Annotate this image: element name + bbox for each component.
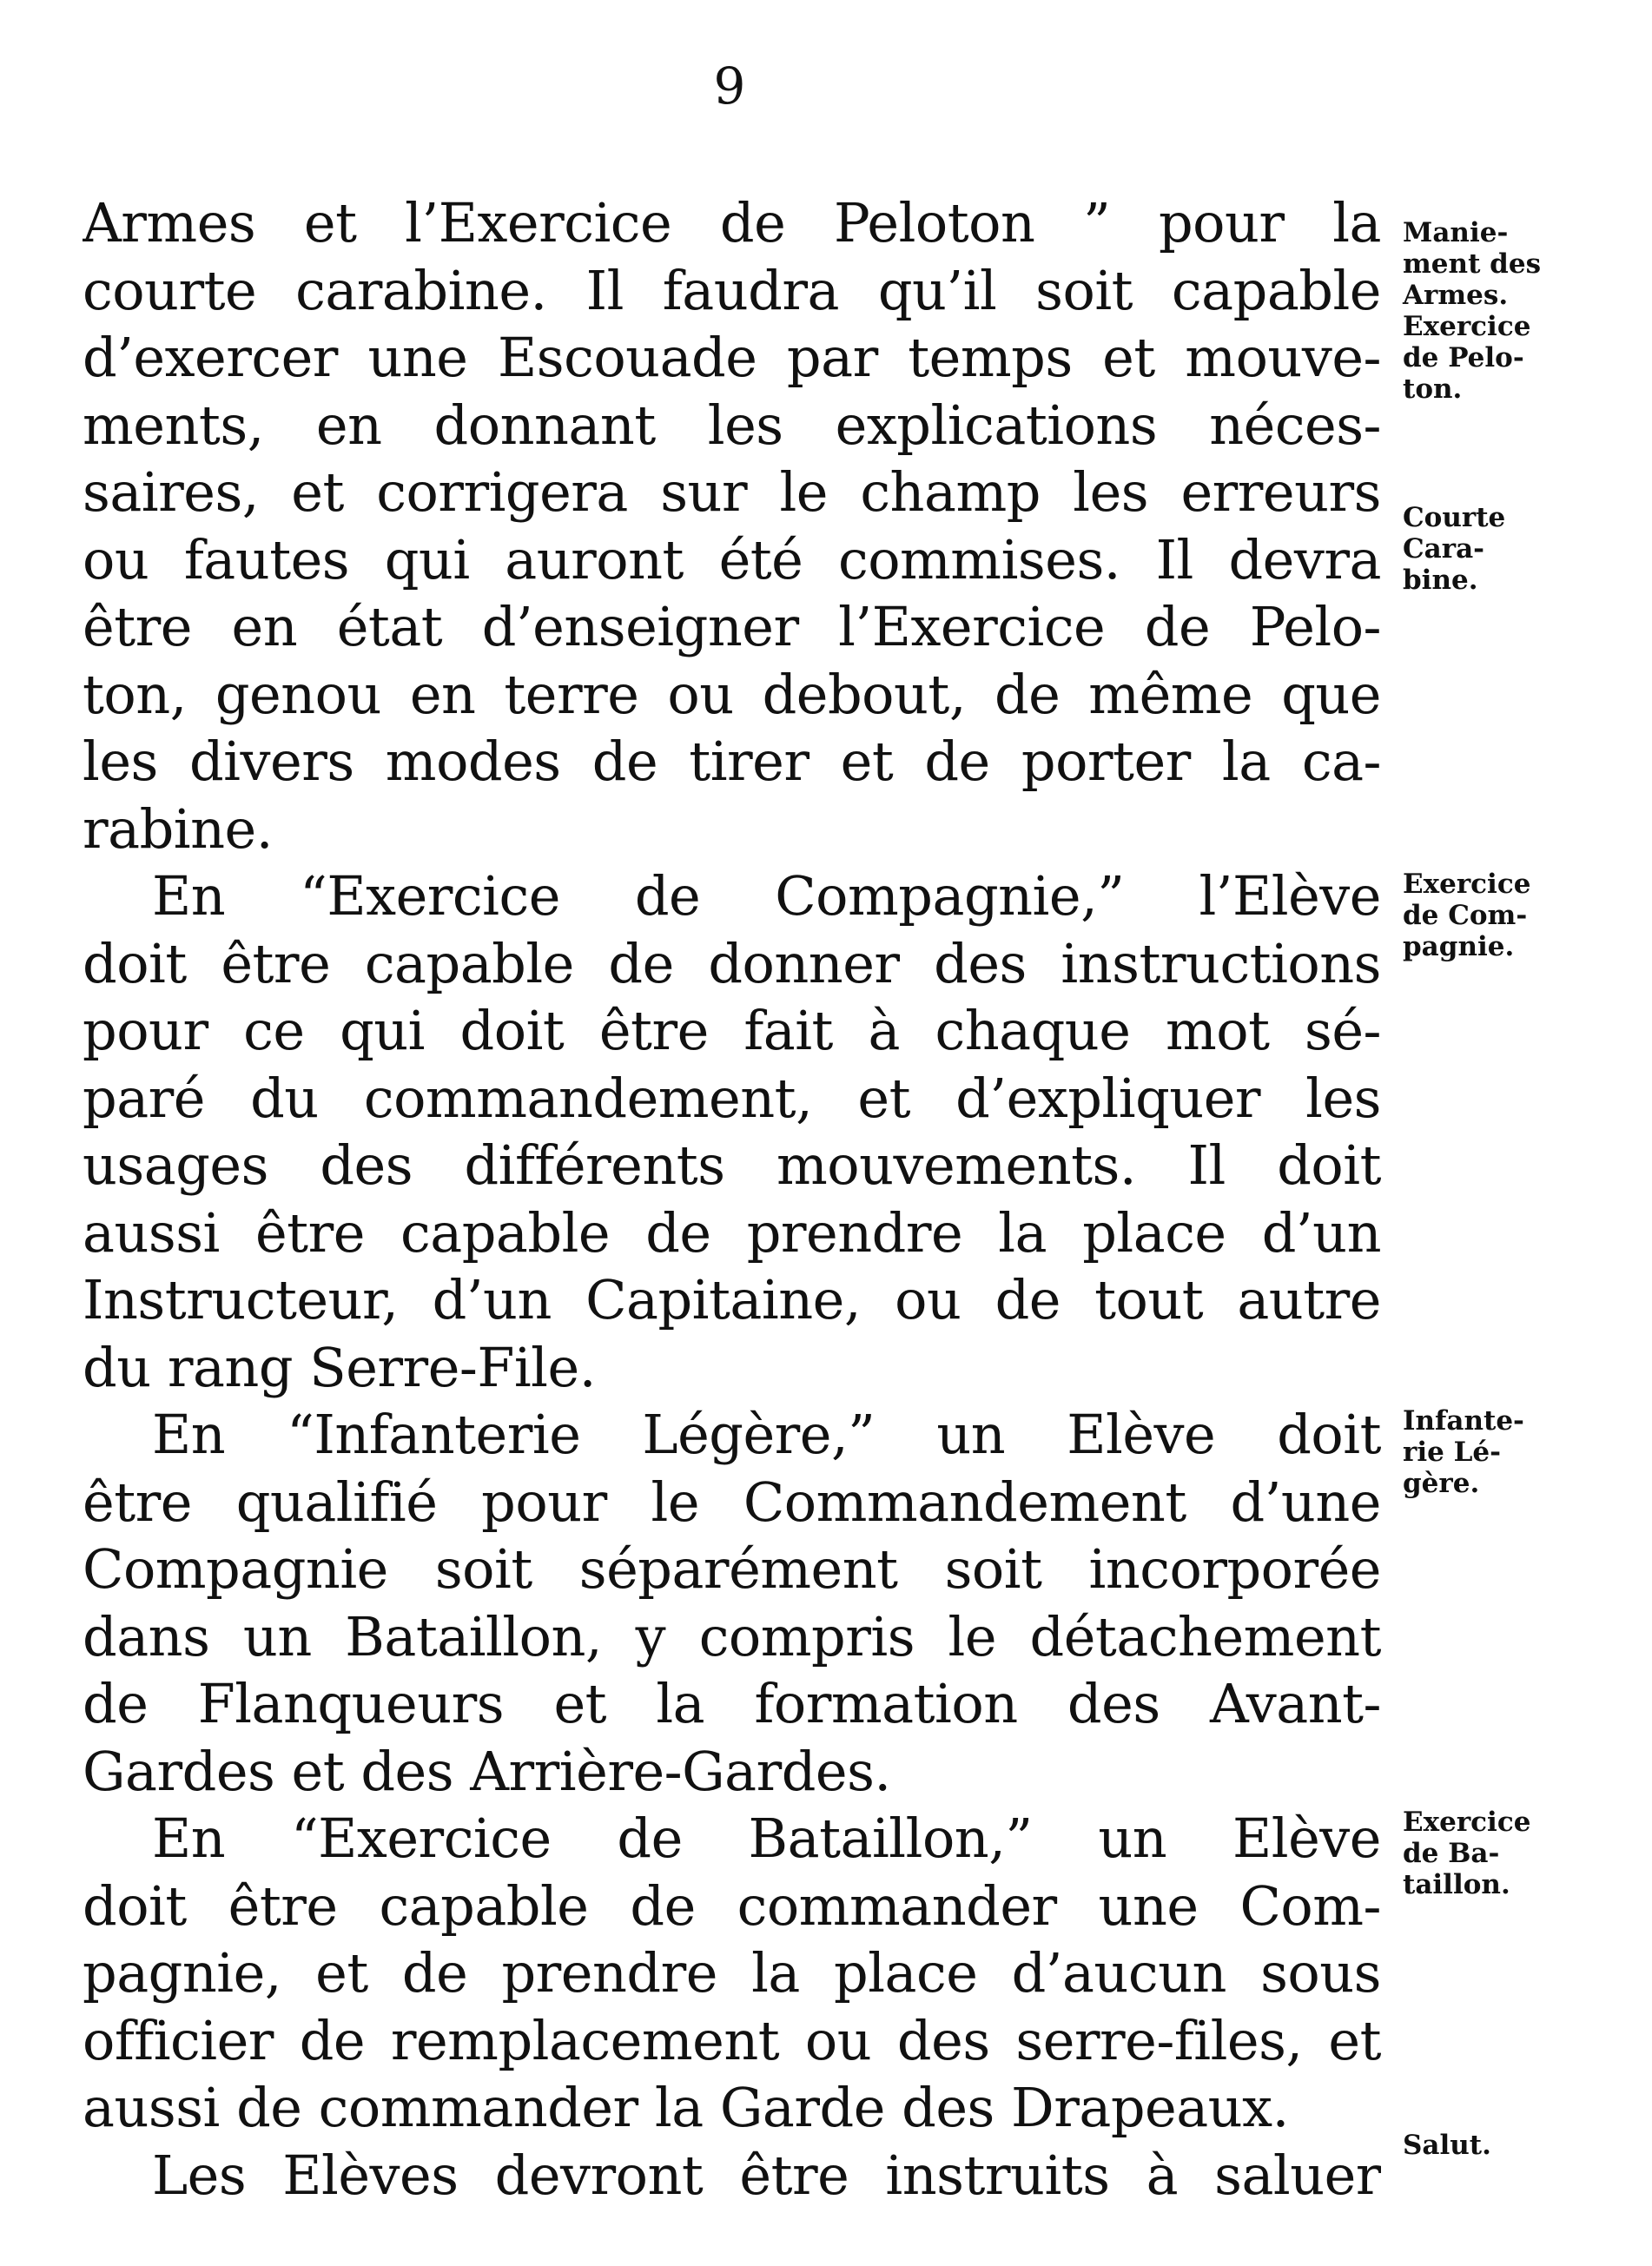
- margin-note-line: bine.: [1403, 565, 1478, 596]
- text-line: Gardes et des Arrière-Gardes.: [83, 1739, 891, 1803]
- text-line: doit être capable de donner des instructions: [83, 931, 1381, 995]
- margin-note-line: ton.: [1403, 373, 1463, 405]
- text-line: les divers modes de tirer et de porter la ca-: [83, 730, 1381, 793]
- margin-note-line: Exercice: [1403, 311, 1531, 342]
- text-line: En “Exercice de Bataillon,” un Elève: [152, 1807, 1381, 1870]
- text-line: aussi de commander la Garde des Drapeaux.: [83, 2076, 1289, 2139]
- margin-note-line: pagnie.: [1403, 931, 1515, 962]
- text-line: être en état d’enseigner l’Exercice de Pelo-: [83, 595, 1381, 658]
- margin-note-infanterie-legere: [1403, 1405, 1594, 1499]
- text-line: En “Exercice de Compagnie,” l’Elève: [152, 864, 1381, 928]
- text-line: d’exercer une Escouade par temps et mouve-: [83, 326, 1381, 389]
- margin-note-line: Salut.: [1403, 2130, 1491, 2161]
- text-line: pour ce qui doit être fait à chaque mot sé-: [83, 999, 1381, 1062]
- margin-note-line: Manie-: [1403, 217, 1509, 248]
- text-line: usages des différents mouvements. Il doit: [83, 1133, 1381, 1197]
- text-line: Compagnie soit séparément soit incorporée: [83, 1537, 1381, 1601]
- text-line: doit être capable de commander une Com-: [83, 1873, 1381, 1938]
- text-line: Les Elèves devront être instruits à saluer: [152, 2143, 1381, 2207]
- margin-note-exercice-compagnie: [1403, 869, 1594, 962]
- margin-note-courte-carabine: [1403, 502, 1594, 596]
- margin-note-line: Exercice: [1403, 1807, 1531, 1838]
- margin-note-line: rie Lé-: [1403, 1437, 1502, 1468]
- text-line: dans un Bataillon, y compris le détachement: [83, 1604, 1381, 1668]
- text-line: de Flanqueurs et la formation des Avant-: [83, 1672, 1381, 1735]
- margin-note-line: de Com-: [1403, 900, 1528, 931]
- text-line: officier de remplacement ou des serre-files, et: [83, 2008, 1381, 2072]
- text-line: du rang Serre-File.: [83, 1335, 596, 1399]
- text-line: saires, et corrigera sur le champ les erreurs: [83, 460, 1381, 524]
- margin-note-line: ment des: [1403, 248, 1542, 280]
- text-line: être qualifié pour le Commandement d’une: [83, 1470, 1381, 1534]
- margin-note-line: de Ba-: [1403, 1838, 1500, 1869]
- text-line: aussi être capable de prendre la place d’un: [83, 1200, 1381, 1265]
- margin-note-line: gère.: [1403, 1468, 1480, 1499]
- margin-note-line: Infante-: [1403, 1405, 1524, 1437]
- text-line: pagnie, et de prendre la place d’aucun sous: [83, 1941, 1381, 2005]
- margin-note-line: de Pelo-: [1403, 342, 1524, 373]
- text-line: rabine.: [83, 796, 273, 861]
- page-number: 9: [713, 56, 746, 116]
- margin-note-line: taillon.: [1403, 1869, 1510, 1900]
- margin-note-line: Cara-: [1403, 533, 1485, 565]
- text-line: courte carabine. Il faudra qu’il soit capable: [83, 258, 1381, 322]
- margin-note-salut: [1403, 2130, 1594, 2161]
- text-line: En “Infanterie Légère,” un Elève doit: [152, 1403, 1381, 1466]
- text-line: ou fautes qui auront été commises. Il devra: [83, 527, 1381, 591]
- margin-note-line: Exercice: [1403, 869, 1531, 900]
- text-line: Armes et l’Exercice de Peloton ” pour la: [83, 191, 1381, 254]
- margin-note-line: Courte: [1403, 502, 1506, 533]
- margin-note-maniement: [1403, 217, 1594, 405]
- margin-note-line: Armes.: [1403, 280, 1509, 311]
- text-line: ments, en donnant les explications néces-: [83, 393, 1381, 457]
- text-line: paré du commandement, et d’expliquer les: [83, 1066, 1381, 1130]
- body-text: [83, 189, 1381, 2209]
- margin-note-exercice-bataillon: [1403, 1807, 1594, 1900]
- text-line: Instructeur, d’un Capitaine, ou de tout autre: [83, 1268, 1381, 1331]
- text-line: ton, genou en terre ou debout, de même que: [83, 662, 1381, 726]
